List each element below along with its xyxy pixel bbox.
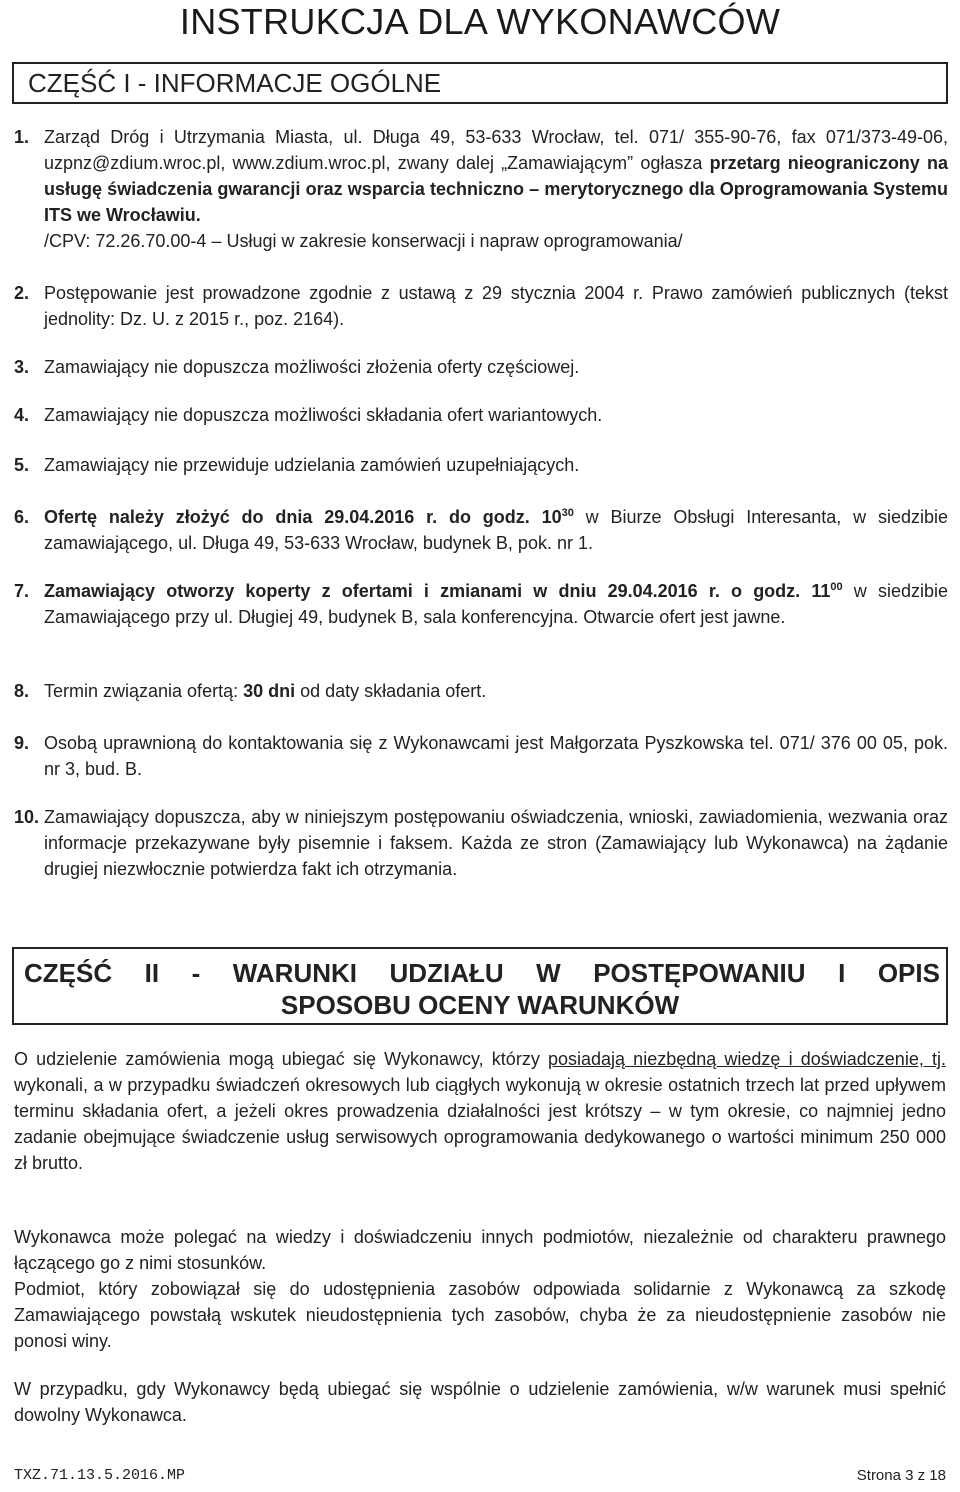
list-item-3 <box>14 354 948 380</box>
section-2-heading <box>12 947 948 1025</box>
item-text: Osobą uprawnioną do kontaktowania się z Wykonawcami jest Małgorzata Pyszkowska tel. 071/ 376 00 05, pok. nr 3, bud. B. <box>44 733 948 779</box>
item-number: 3. <box>14 357 30 377</box>
item-bold-text: przetarg nieograniczony na usługę świadczenia gwarancji oraz wsparcia techniczno – merytorycznego dla Oprogramowania Systemu ITS we Wrocławiu. <box>44 153 949 225</box>
item-bold-text: Ofertę należy złożyć do dnia 29.04.2016 r. do godz. 10 <box>44 507 562 527</box>
item-text: Zamawiający nie przewiduje udzielania zamówień uzupełniających. <box>44 455 580 475</box>
heading-word: UDZIAŁU <box>389 958 504 988</box>
list-item-9 <box>14 730 948 782</box>
list-item-1 <box>14 124 948 254</box>
heading-word: WARUNKI <box>232 958 358 988</box>
item-cpv-line: /CPV: 72.26.70.00-4 – Usługi w zakresie konserwacji i napraw oprogramowania/ <box>44 231 683 251</box>
heading-word: CZĘŚĆ <box>24 958 113 988</box>
paragraph-text: O udzielenie zamówienia mogą ubiegać się Wykonawcy, którzy <box>14 1049 548 1069</box>
section-2-heading-line-1 <box>14 957 946 989</box>
item-bold-text: 30 dni <box>243 681 296 701</box>
list-item-8 <box>14 678 948 704</box>
item-text: Zamawiający dopuszcza, aby w niniejszym postępowaniu oświadczenia, wnioski, zawiadomienia, wezwania oraz informacje przekazywane były pisemnie i faksem. Każda ze stron (Zamawiający lub Wykonawca) na żądanie drugiej niezwłocznie potwierdza fakt ich otrzymania. <box>44 807 948 879</box>
item-number: 9. <box>14 733 30 753</box>
item-text: Postępowanie jest prowadzone zgodnie z ustawą z 29 stycznia 2004 r. Prawo zamówień publicznych (tekst jednolity: Dz. U. z 2015 r., poz. 2164). <box>44 283 948 329</box>
item-number: 6. <box>14 507 30 527</box>
paragraph-text-end: wykonali, a w przypadku świadczeń okresowych lub ciągłych wykonują w okresie ostatnich trzech lat przed upływem terminu składania ofert, a jeżeli okres prowadzenia działalności jest krótszy – w tym okresie, co najmniej jedno zadanie obejmujące świadczenie usług serwisowych oprogramowania dedykowanego o wartości minimum 250 000 zł brutto. <box>14 1075 946 1173</box>
heading-word: W <box>536 958 561 988</box>
section-1-heading: CZĘŚĆ I - INFORMACJE OGÓLNE <box>12 62 948 104</box>
item-text: Zarząd Dróg i Utrzymania Miasta, ul. Długa 49, 53-633 Wrocław, tel. 071/ 355-90-76, fax 071/373-49-06, uzpnz@zdium.wroc.pl, www.zdium.wroc.pl, zwany dalej „Zamawiającym” ogłasza <box>44 127 948 173</box>
item-text: Zamawiający nie dopuszcza możliwości złożenia oferty częściowej. <box>44 357 580 377</box>
item-number: 7. <box>14 581 30 601</box>
paragraph-3 <box>14 1276 946 1354</box>
item-bold-text: Zamawiający otworzy koperty z ofertami i zmianami w dniu 29.04.2016 r. o godz. 11 <box>44 581 831 601</box>
heading-word: - <box>191 958 201 988</box>
item-text: Zamawiający nie dopuszcza możliwości składania ofert wariantowych. <box>44 405 603 425</box>
list-item-6 <box>14 504 948 556</box>
item-number: 4. <box>14 405 30 425</box>
document-reference: TXZ.71.13.5.2016.MP <box>14 1467 186 1484</box>
paragraph-text: Podmiot, który zobowiązał się do udostępnienia zasobów odpowiada solidarnie z Wykonawcą za szkodę Zamawiającego powstałą wskutek nieudostępnienia tych zasobów, chyba że za nieudostępnienie zasobów nie ponosi winy. <box>14 1279 946 1351</box>
item-text: w Biurze Obsługi Interesanta, w siedzibie zamawiającego, ul. Długa 49, 53-633 Wrocław, budynek B, pok. nr 1. <box>44 507 948 553</box>
list-item-4 <box>14 402 948 428</box>
item-text-end: od daty składania ofert. <box>295 681 487 701</box>
page-number: Strona 3 z 18 <box>856 1467 946 1484</box>
item-number: 10. <box>14 807 40 827</box>
paragraph-4 <box>14 1376 946 1428</box>
item-number: 1. <box>14 127 30 147</box>
item-superscript: 00 <box>830 581 843 593</box>
item-number: 5. <box>14 455 30 475</box>
paragraph-text: W przypadku, gdy Wykonawcy będą ubiegać się wspólnie o udzielenie zamówienia, w/w warunek musi spełnić dowolny Wykonawca. <box>14 1379 946 1425</box>
heading-word: POSTĘPOWANIU <box>593 958 806 988</box>
section-2-heading-line-2: SPOSOBU OCENY WARUNKÓW <box>280 990 680 1020</box>
item-superscript: 30 <box>561 507 574 519</box>
item-number: 2. <box>14 283 30 303</box>
underlined-text: posiadają niezbędną wiedzę i doświadczenie, tj. <box>547 1049 946 1069</box>
heading-word: II <box>144 958 160 988</box>
heading-word: OPIS <box>877 958 940 988</box>
item-text: Termin związania ofertą: <box>44 681 244 701</box>
paragraph-2 <box>14 1224 946 1276</box>
item-number: 8. <box>14 681 30 701</box>
item-text: w siedzibie Zamawiającego przy ul. Długiej 49, budynek B, sala konferencyjna. Otwarcie ofert jest jawne. <box>44 581 948 627</box>
list-item-2 <box>14 280 948 332</box>
document-title: INSTRUKCJA DLA WYKONAWCÓW <box>179 1 781 42</box>
heading-word: I <box>838 958 846 988</box>
list-item-10 <box>14 804 948 882</box>
paragraph-1 <box>14 1046 946 1176</box>
list-item-5 <box>14 452 948 478</box>
list-item-7 <box>14 578 948 630</box>
paragraph-text: Wykonawca może polegać na wiedzy i doświadczeniu innych podmiotów, niezależnie od charakteru prawnego łączącego go z nimi stosunków. <box>14 1227 946 1273</box>
